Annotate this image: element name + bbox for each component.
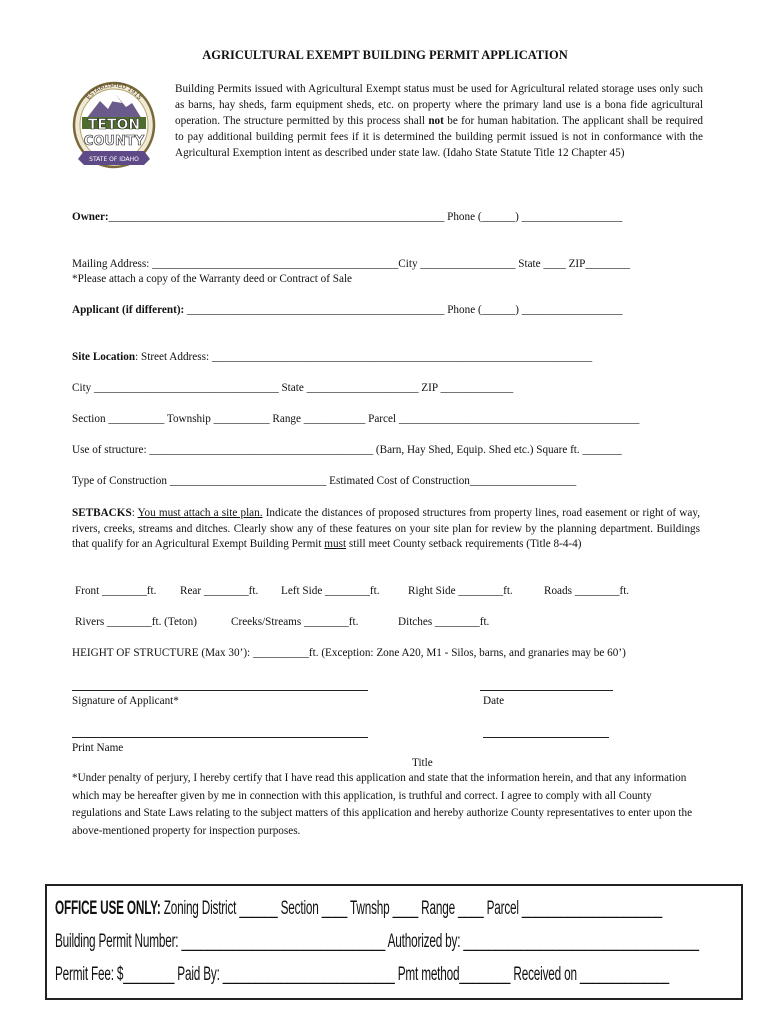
- applicant-line: [72, 303, 622, 317]
- warranty-note: *Please attach a copy of the Warranty deed or Contract of Sale: [72, 273, 353, 285]
- date-rule[interactable]: [480, 690, 613, 691]
- front-setback-field[interactable]: Front ________ft.: [75, 585, 157, 597]
- section-township-line[interactable]: Section __________ Township __________ Range ___________ Parcel ___________________________________________: [72, 413, 640, 425]
- intro-paragraph: [175, 81, 703, 161]
- setbacks-colon: :: [131, 507, 138, 519]
- applicant-label: Applicant (if different):: [72, 304, 185, 316]
- owner-label: Owner:: [72, 211, 109, 223]
- rivers-setback-field[interactable]: Rivers ________ft. (Teton): [75, 616, 197, 628]
- office-zoning-fields[interactable]: Zoning District ______ Section ____ Twnshp ____ Range ____ Parcel ______________________: [160, 898, 662, 919]
- office-line-1: [55, 898, 662, 920]
- seal-ring-text: ESTABLISHED 1915: [85, 81, 143, 102]
- title-rule[interactable]: [483, 737, 609, 738]
- seal-teton: TETON: [87, 117, 141, 133]
- setbacks-text-b: still meet County setback requirements (Title 8-4-4): [346, 538, 582, 550]
- owner-line: [72, 210, 622, 224]
- right-side-setback-field[interactable]: Right Side ________ft.: [408, 585, 513, 597]
- print-name-label: Print Name: [72, 742, 124, 754]
- date-label: Date: [483, 695, 505, 707]
- teton-county-seal: [70, 79, 158, 175]
- height-of-structure-line[interactable]: HEIGHT OF STRUCTURE (Max 30’): __________ft. (Exception: Zone A20, M1 - Silos, barns, and granaries may be 60’): [72, 647, 626, 659]
- seal-county: COUNTY: [83, 134, 145, 149]
- intro-not: not: [428, 115, 444, 127]
- construction-type-line[interactable]: Type of Construction ____________________________ Estimated Cost of Construction___________________: [72, 475, 577, 487]
- creeks-setback-field[interactable]: Creeks/Streams ________ft.: [231, 616, 359, 628]
- signature-label: Signature of Applicant*: [72, 695, 179, 707]
- site-plan-notice: You must attach a site plan.: [137, 507, 263, 519]
- applicant-field[interactable]: ______________________________________________ Phone (______) __________________: [184, 304, 623, 316]
- signature-rule[interactable]: [72, 690, 368, 691]
- roads-setback-field[interactable]: Roads ________ft.: [544, 585, 630, 597]
- office-use-box: [45, 884, 743, 1000]
- rear-setback-field[interactable]: Rear ________ft.: [180, 585, 259, 597]
- ditches-setback-field[interactable]: Ditches ________ft.: [398, 616, 490, 628]
- setbacks-paragraph: [72, 506, 700, 553]
- owner-phone-field[interactable]: Phone (______) __________________: [444, 211, 623, 223]
- setbacks-label: SETBACKS: [72, 507, 132, 519]
- intro-text-a: Building Permits issued with Agricultural Exempt status must be used for Agricultural related storage uses only such as barns, hay sheds, farm equipment sheds, etc. on property where the primary land use is a bona fide agricultural operation. The structure permitted by this process shall: [175, 83, 703, 127]
- left-side-setback-field[interactable]: Left Side ________ft.: [281, 585, 380, 597]
- site-location-line: [72, 350, 592, 364]
- perjury-statement: *Under penalty of perjury, I hereby certify that I have read this application and state that the information herein, and that any information which may be hereafter given by me in connection with this application, is truthful and correct. I agree to comply with all County regulations and State Laws relating to the subject matters of this application and hereby authorize County representatives to enter upon the above-mentioned property for inspection purposes.: [72, 772, 693, 837]
- owner-field[interactable]: ____________________________________________________________: [108, 211, 445, 223]
- seal-banner: STATE OF IDAHO: [89, 156, 139, 163]
- setbacks-text-a: Indicate the distances of proposed structures from property lines, road easement or right of way, rivers, creeks, streams and ditches. Clearly show any of these features on your site plan for review by the planning department. Buildings that qualify for an Agricultural Exempt Building Permit: [72, 507, 700, 550]
- use-of-structure-line[interactable]: Use of structure: ________________________________________ (Barn, Hay Shed, Equip. Shed etc.) Square ft. _______: [72, 444, 622, 456]
- form-title: AGRICULTURAL EXEMPT BUILDING PERMIT APPLICATION: [202, 48, 568, 62]
- office-line-3[interactable]: Permit Fee: $________ Paid By: ___________________________ Pmt method________ Received on ______________: [55, 964, 670, 985]
- print-name-rule[interactable]: [72, 737, 368, 738]
- street-address-field[interactable]: : Street Address: ____________________________________________________________________: [135, 351, 593, 363]
- intro-text-b: be for human habitation. The applicant shall be required to pay additional building permit fees if it is determined the building permit issued is not in conformance with the Agricultural Exemption intent as described under state law. (Idaho State Statute Title 12 Chapter 45): [175, 115, 704, 159]
- office-use-label: OFFICE USE ONLY:: [55, 898, 161, 919]
- site-location-label: Site Location: [72, 351, 136, 363]
- mailing-address-line[interactable]: Mailing Address: ____________________________________________City _________________ State ____ ZIP________: [72, 258, 631, 270]
- title-label: Title: [412, 757, 433, 769]
- must-emphasis: must: [324, 538, 347, 550]
- office-line-2[interactable]: Building Permit Number: ________________________________ Authorized by: _____________________________________: [55, 931, 699, 952]
- city-state-zip-line[interactable]: City _________________________________ State ____________________ ZIP _____________: [72, 382, 514, 394]
